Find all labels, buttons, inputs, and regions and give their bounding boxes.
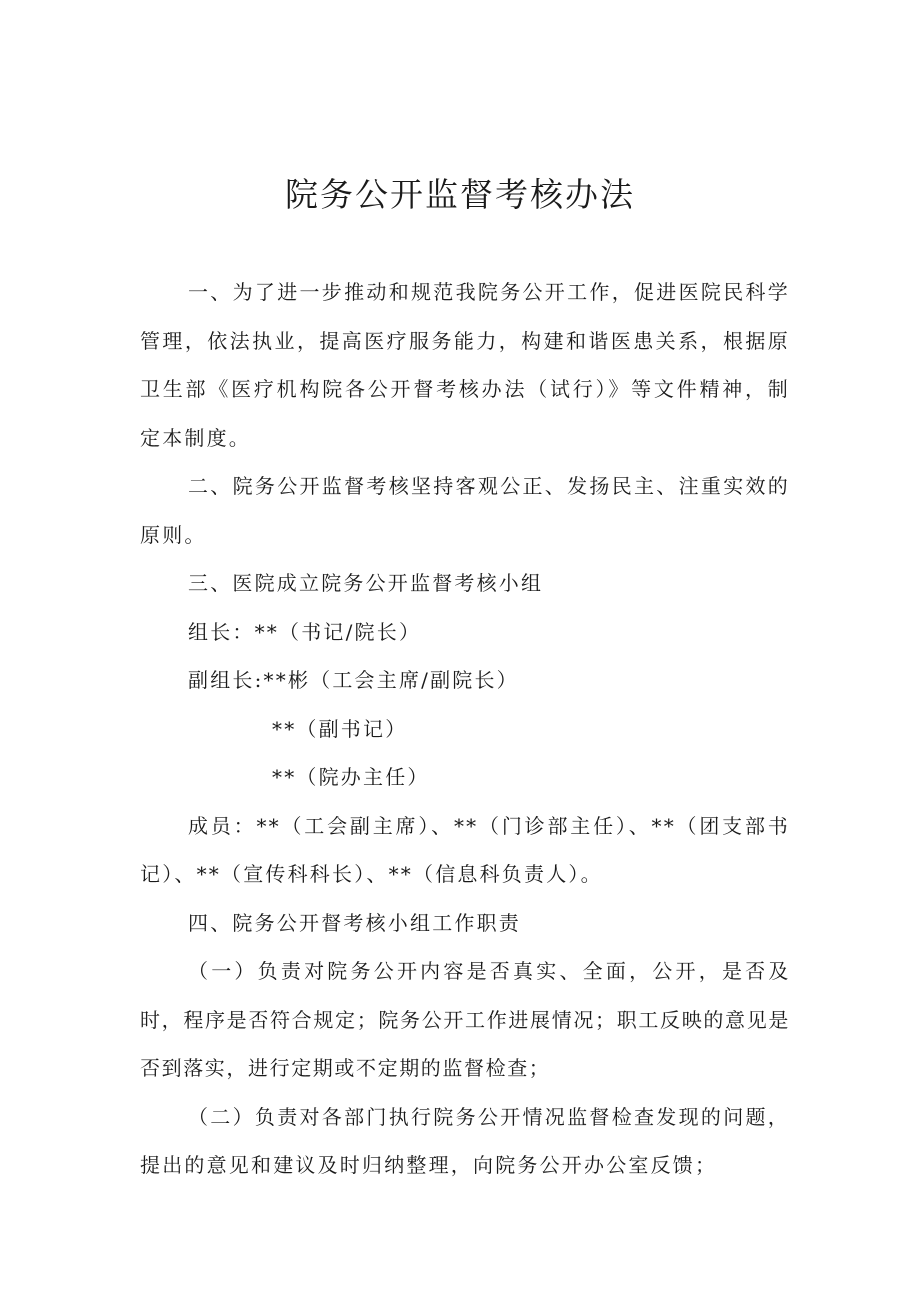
paragraph-deputy-secretary: **（副书记） <box>272 716 408 741</box>
paragraph-members: 成员：**（工会副主席）、**（门诊部主任）、**（团支部书记）、**（宣传科科长）、**（信息科负责人）。 <box>140 813 790 886</box>
paragraph-duty-two: （二）负责对各部门执行院务公开情况监督检查发现的问题，提出的意见和建议及时归纳整理，向院务公开办公室反馈； <box>140 1104 790 1177</box>
paragraph-group-leader: 组长：**（书记/院长） <box>188 619 422 644</box>
paragraph-group-setup: 三、医院成立院务公开监督考核小组 <box>188 571 544 595</box>
paragraph-duties-heading: 四、院务公开督考核小组工作职责 <box>188 910 521 935</box>
paragraph-principle: 二、院务公开监督考核坚持客观公正、发扬民主、注重实效的原则。 <box>140 474 790 547</box>
paragraph-deputy-leader: 副组长:**彬（工会主席/副院长） <box>188 668 519 692</box>
paragraph-purpose: 一、为了进一步推动和规范我院务公开工作，促进医院民科学管理，依法执业，提高医疗服务能力，构建和谐医患关系，根据原卫生部《医疗机构院各公开督考核办法（试行）》等文件精神，制定本制度。 <box>140 280 790 450</box>
document-title: 院务公开监督考核办法 <box>285 175 635 214</box>
paragraph-duty-one: （一）负责对院务公开内容是否真实、全面，公开，是否及时，程序是否符合规定；院务公开工作进展情况；职工反映的意见是否到落实，进行定期或不定期的监督检查； <box>140 959 790 1080</box>
document-body <box>140 268 790 1190</box>
paragraph-office-director: **（院办主任） <box>272 765 430 789</box>
